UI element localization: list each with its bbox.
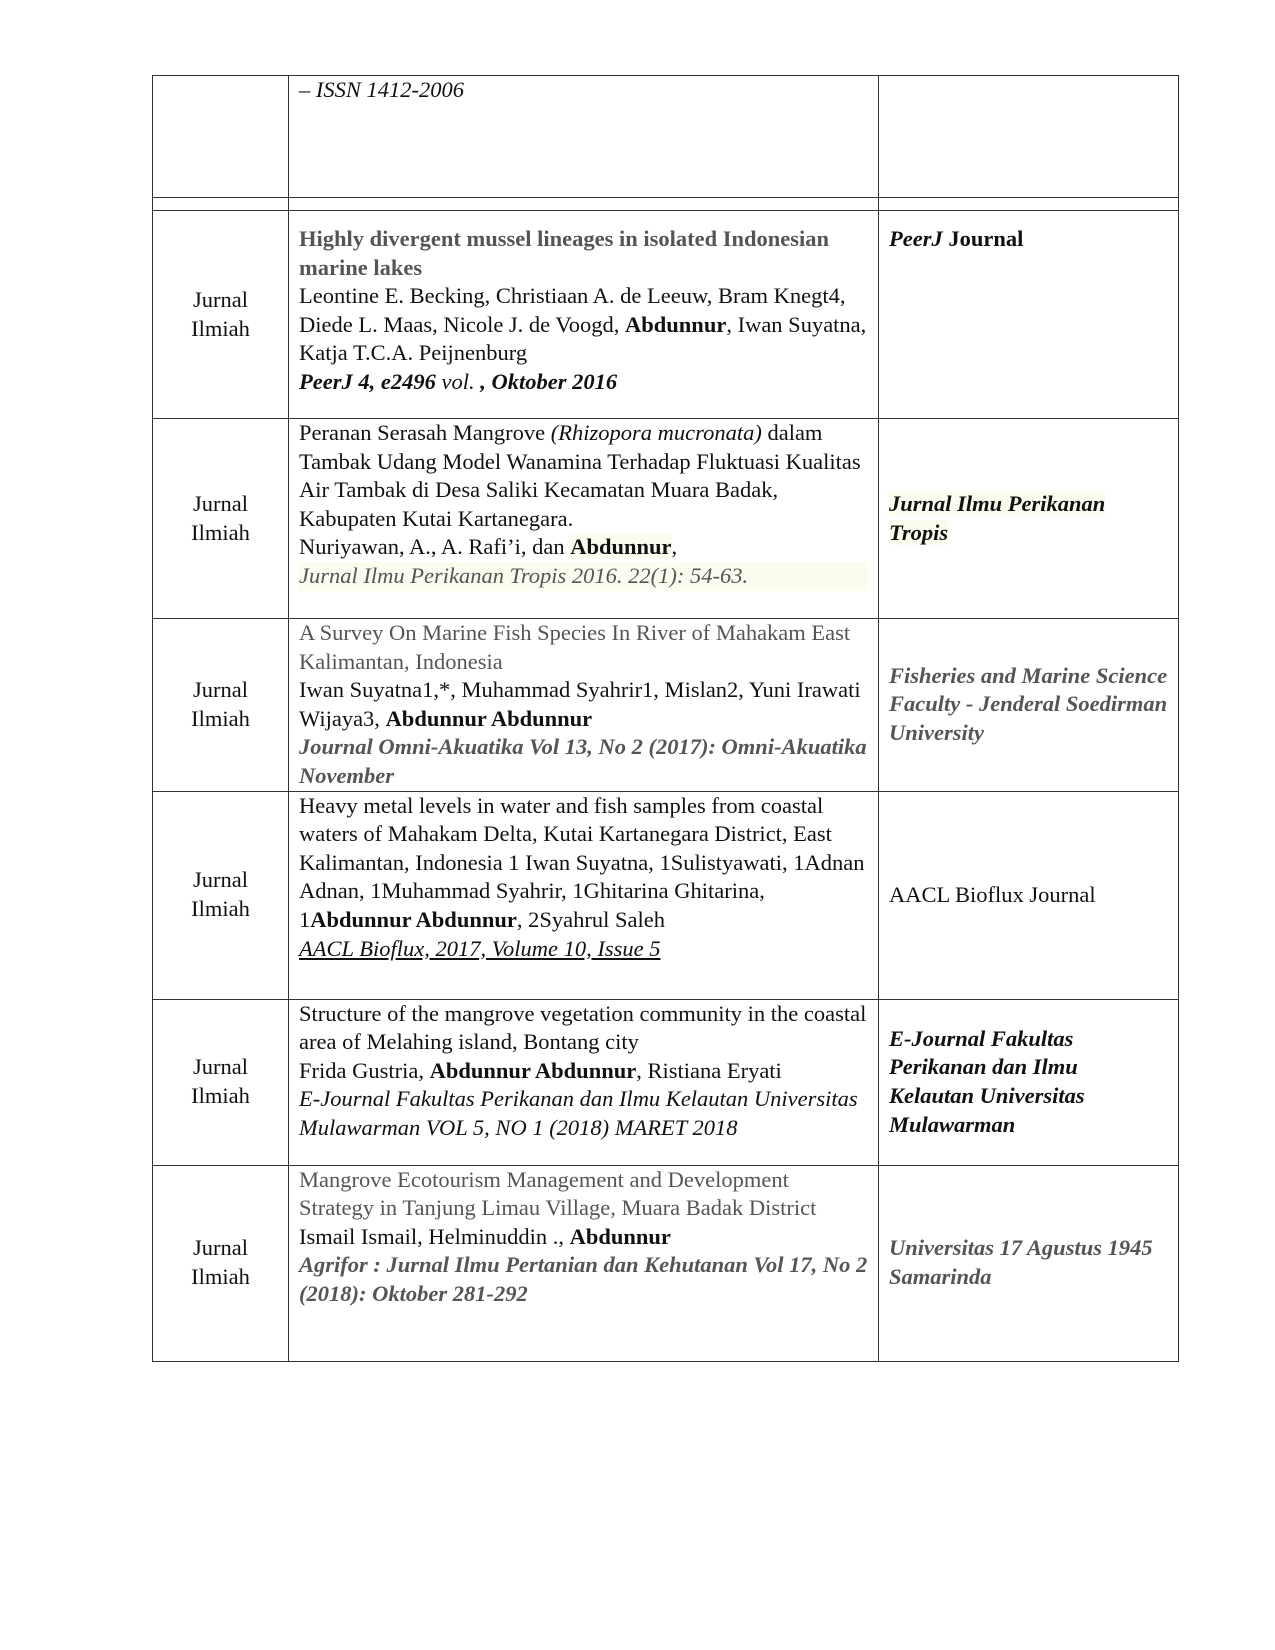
issn-text: – ISSN 1412-2006: [299, 77, 464, 102]
publisher-name: Jurnal Ilmu Perikanan Tropis: [889, 490, 1106, 545]
publication-title: Peranan Serasah Mangrove (Rhizopora mucronata) dalam Tambak Udang Model Wanamina Terhadap Fluktuasi Kualitas Air Tambak di Desa Saliki Kecamatan Muara Badak, Kabupaten Kutai Kartanegara.: [299, 420, 861, 531]
table-row: [153, 1165, 1179, 1361]
table-row: [153, 619, 1179, 792]
publisher-cell: [879, 791, 1179, 999]
author-highlight: Abdunnur: [625, 311, 727, 337]
author-highlight: Abdunnur: [569, 1223, 671, 1249]
publication-title: Structure of the mangrove vegetation community in the coastal area of Melahing island, Bontang city: [299, 1000, 867, 1055]
publication-cell: [289, 791, 879, 999]
author-highlight: Abdunnur Abdunnur: [310, 906, 517, 932]
publisher-cell: [879, 76, 1179, 198]
table-row: [153, 999, 1179, 1165]
publisher-cell: [879, 999, 1179, 1165]
publisher-name: AACL Bioflux Journal: [889, 881, 1096, 907]
type-cell: Jurnal Ilmiah: [153, 999, 289, 1165]
publication-cell: [289, 1165, 879, 1361]
publication-body: Heavy metal levels in water and fish samples from coastal waters of Mahakam Delta, Kutai Kartanegara District, East Kalimantan, Indonesia 1 Iwan Suyatna, 1Sulistyawati, 1Adnan Adnan, 1Muhammad Syahrir, 1Ghitarina Ghitarina, 1Abdunnur Abdunnur, 2Syahrul Saleh: [299, 792, 865, 932]
type-cell: Jurnal Ilmiah: [153, 1165, 289, 1361]
table-row: [153, 419, 1179, 619]
type-cell: Jurnal Ilmiah: [153, 419, 289, 619]
publisher-name: PeerJ: [889, 226, 943, 251]
publication-authors: Iwan Suyatna1,*, Muhammad Syahrir1, Mislan2, Yuni Irawati Wijaya3, Abdunnur Abdunnur: [299, 677, 861, 731]
publication-citation: Jurnal Ilmu Perikanan Tropis 2016. 22(1): 54-63.: [299, 562, 868, 591]
table-row-issn: [153, 76, 1179, 198]
publisher-name: E-Journal Fakultas Perikanan dan Ilmu Kelautan Universitas Mulawarman: [889, 1025, 1085, 1137]
publication-authors: Leontine E. Becking, Christiaan A. de Leeuw, Bram Knegt4, Diede L. Maas, Nicole J. de Voogd, Abdunnur, Iwan Suyatna, Katja T.C.A. Peijnenburg: [299, 283, 867, 366]
publication-authors: Ismail Ismail, Helminuddin ., Abdunnur: [299, 1223, 671, 1249]
author-highlight: Abdunnur Abdunnur: [385, 705, 593, 731]
publication-cell: [289, 419, 879, 619]
type-cell: [153, 76, 289, 198]
publication-citation: E-Journal Fakultas Perikanan dan Ilmu Kelautan Universitas Mulawarman VOL 5, NO 1 (2018) MARET 2018: [299, 1086, 858, 1140]
publication-table: [152, 75, 1179, 1362]
publication-citation: Agrifor : Jurnal Ilmu Pertanian dan Kehutanan Vol 17, No 2 (2018): Oktober 281-292: [299, 1252, 868, 1306]
publisher-name: Universitas 17 Agustus 1945 Samarinda: [889, 1235, 1153, 1290]
publication-citation: AACL Bioflux, 2017, Volume 10, Issue 5: [299, 935, 661, 961]
type-cell: Jurnal Ilmiah: [153, 211, 289, 419]
publication-authors: Frida Gustria, Abdunnur Abdunnur, Ristiana Eryati: [299, 1057, 782, 1083]
publisher-cell: [879, 619, 1179, 792]
publisher-name: Fisheries and Marine Science Faculty - Jenderal Soedirman University: [889, 662, 1168, 746]
publisher-cell: [879, 419, 1179, 619]
spacer-row: [153, 198, 1179, 211]
publication-cell: [289, 619, 879, 792]
publisher-cell: [879, 1165, 1179, 1361]
publication-title: Highly divergent mussel lineages in isolated Indonesian marine lakes: [299, 226, 830, 280]
publication-title: Mangrove Ecotourism Management and Development Strategy in Tanjung Limau Village, Muara Badak District: [299, 1166, 817, 1221]
author-highlight: Abdunnur: [570, 534, 672, 560]
publication-authors: Nuriyawan, A., A. Rafi’i, dan Abdunnur,: [299, 534, 678, 560]
issn-cell: [289, 76, 879, 198]
publication-cell: [289, 211, 879, 419]
publication-title: A Survey On Marine Fish Species In River of Mahakam East Kalimantan, Indonesia: [299, 620, 851, 674]
table-row: [153, 211, 1179, 419]
publication-cell: [289, 999, 879, 1165]
type-cell: Jurnal Ilmiah: [153, 619, 289, 792]
table-row: [153, 791, 1179, 999]
type-cell: Jurnal Ilmiah: [153, 791, 289, 999]
publisher-cell: PeerJ Journal: [879, 211, 1179, 419]
publication-citation: Journal Omni-Akuatika Vol 13, No 2 (2017): Omni-Akuatika November: [299, 734, 867, 788]
author-highlight: Abdunnur Abdunnur: [429, 1057, 637, 1083]
publication-citation: PeerJ 4, e2496 vol. , Oktober 2016: [299, 368, 618, 394]
